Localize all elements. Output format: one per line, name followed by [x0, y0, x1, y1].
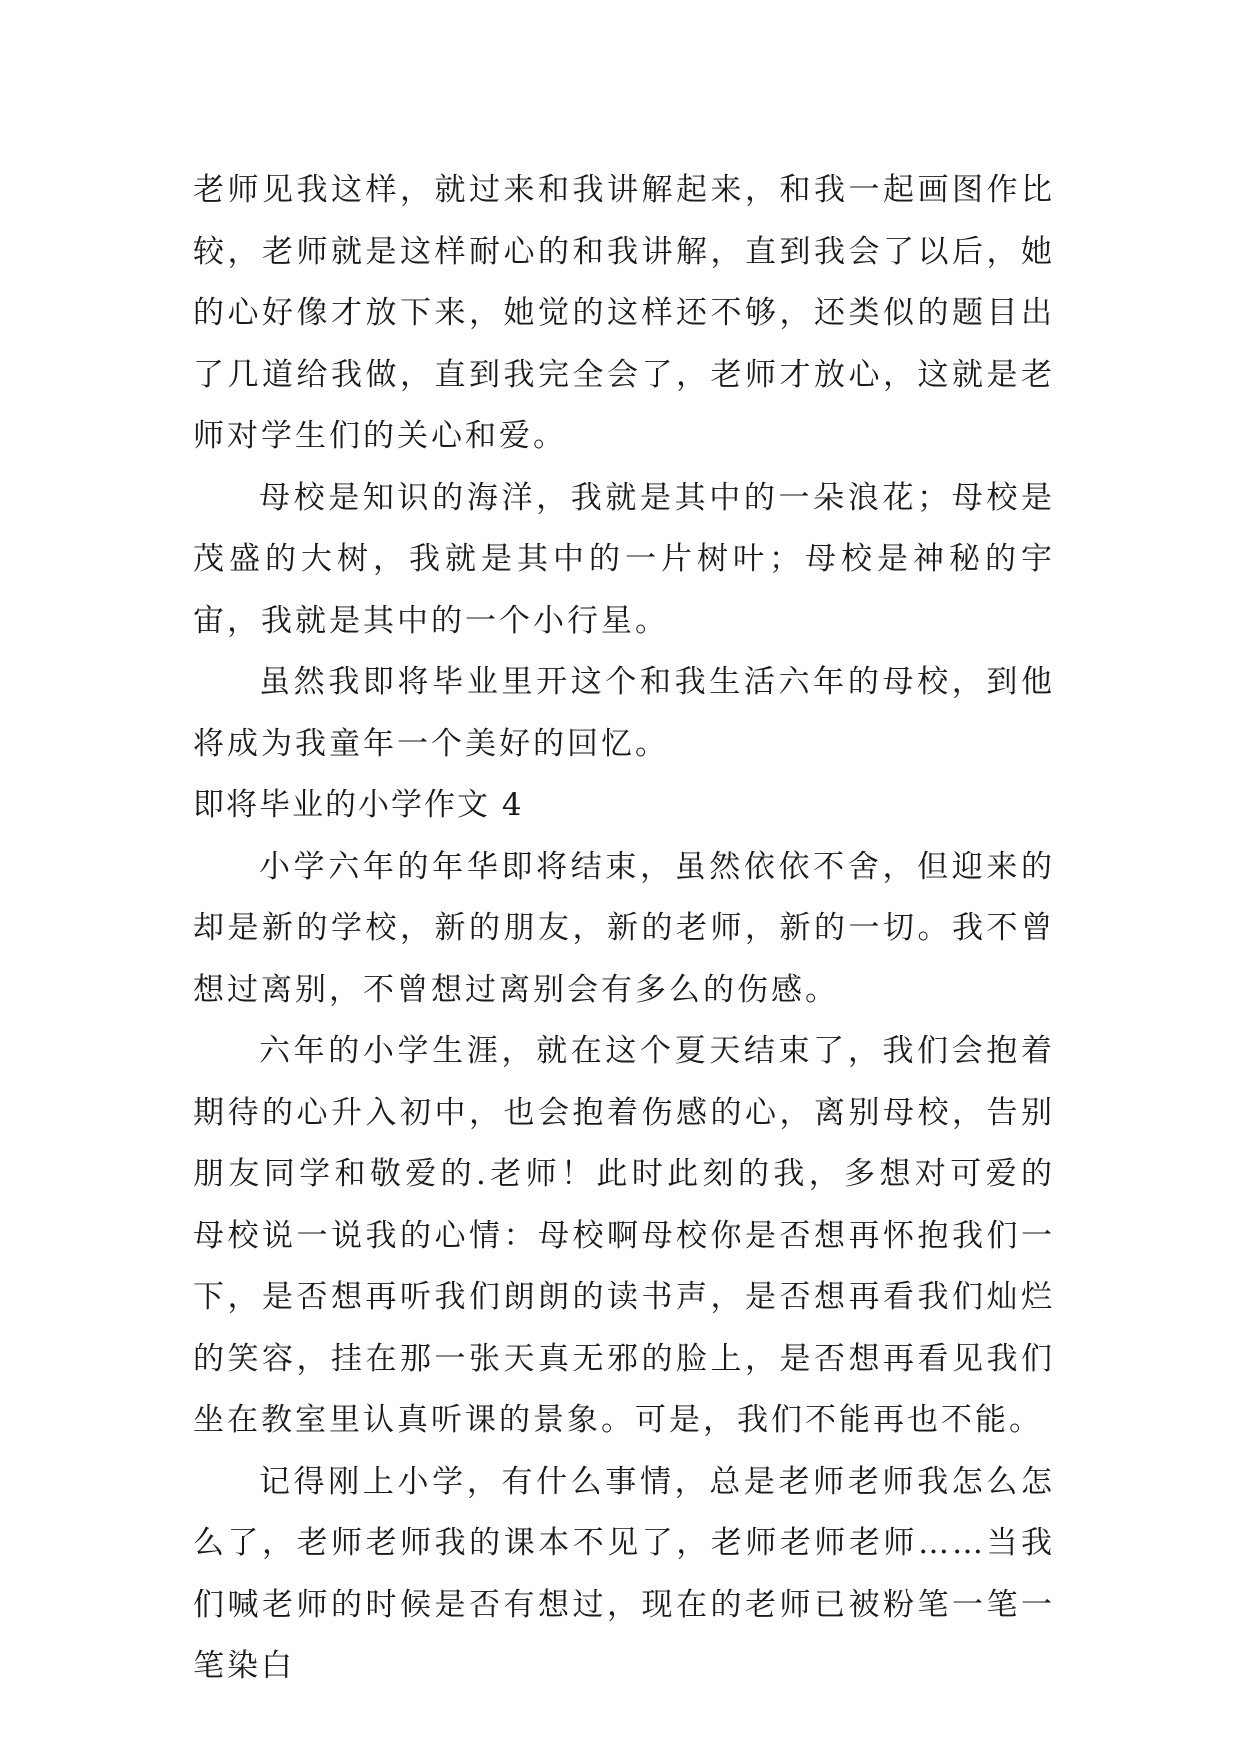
- paragraph-graduation-memory: 虽然我即将毕业里开这个和我生活六年的母校，到他将成为我童年一个美好的回忆。: [193, 664, 1055, 762]
- document-body: [193, 160, 1055, 1698]
- paragraph-primary-school-career: 六年的小学生涯，就在这个夏天结束了，我们会抱着期待的心升入初中，也会抱着伤感的心，离别母校，告别朋友同学和敬爱的.老师！此时此刻的我，多想对可爱的母校说一说我的心情：母校啊母校你是否想再怀抱我们一下，是否想再听我们朗朗的读书声，是否想再看我们灿烂的笑容，挂在那一张天真无邪的脸上，是否想再看见我们坐在教室里认真听课的景象。可是，我们不能再也不能。: [193, 1033, 1055, 1438]
- paragraph-continued: 老师见我这样，就过来和我讲解起来，和我一起画图作比较，老师就是这样耐心的和我讲解，直到我会了以后，她的心好像才放下来，她觉的这样还不够，还类似的题目出了几道给我做，直到我完全会了，老师才放心，这就是老师对学生们的关心和爱。: [193, 172, 1055, 454]
- paragraph-remembering-teachers: 记得刚上小学，有什么事情，总是老师老师我怎么怎么了，老师老师我的课本不见了，老师老师老师……当我们喊老师的时候是否有想过，现在的老师已被粉笔一笔一笔染白: [193, 1463, 1055, 1684]
- section-heading: 即将毕业的小学作文 4: [193, 787, 524, 823]
- paragraph-alma-mater-metaphor: 母校是知识的海洋，我就是其中的一朵浪花；母校是茂盛的大树，我就是其中的一片树叶；母校是神秘的宇宙，我就是其中的一个小行星。: [193, 479, 1055, 639]
- paragraph-six-years-ending: 小学六年的年华即将结束，虽然依依不舍，但迎来的却是新的学校，新的朋友，新的老师，新的一切。我不曾想过离别，不曾想过离别会有多么的伤感。: [193, 848, 1055, 1008]
